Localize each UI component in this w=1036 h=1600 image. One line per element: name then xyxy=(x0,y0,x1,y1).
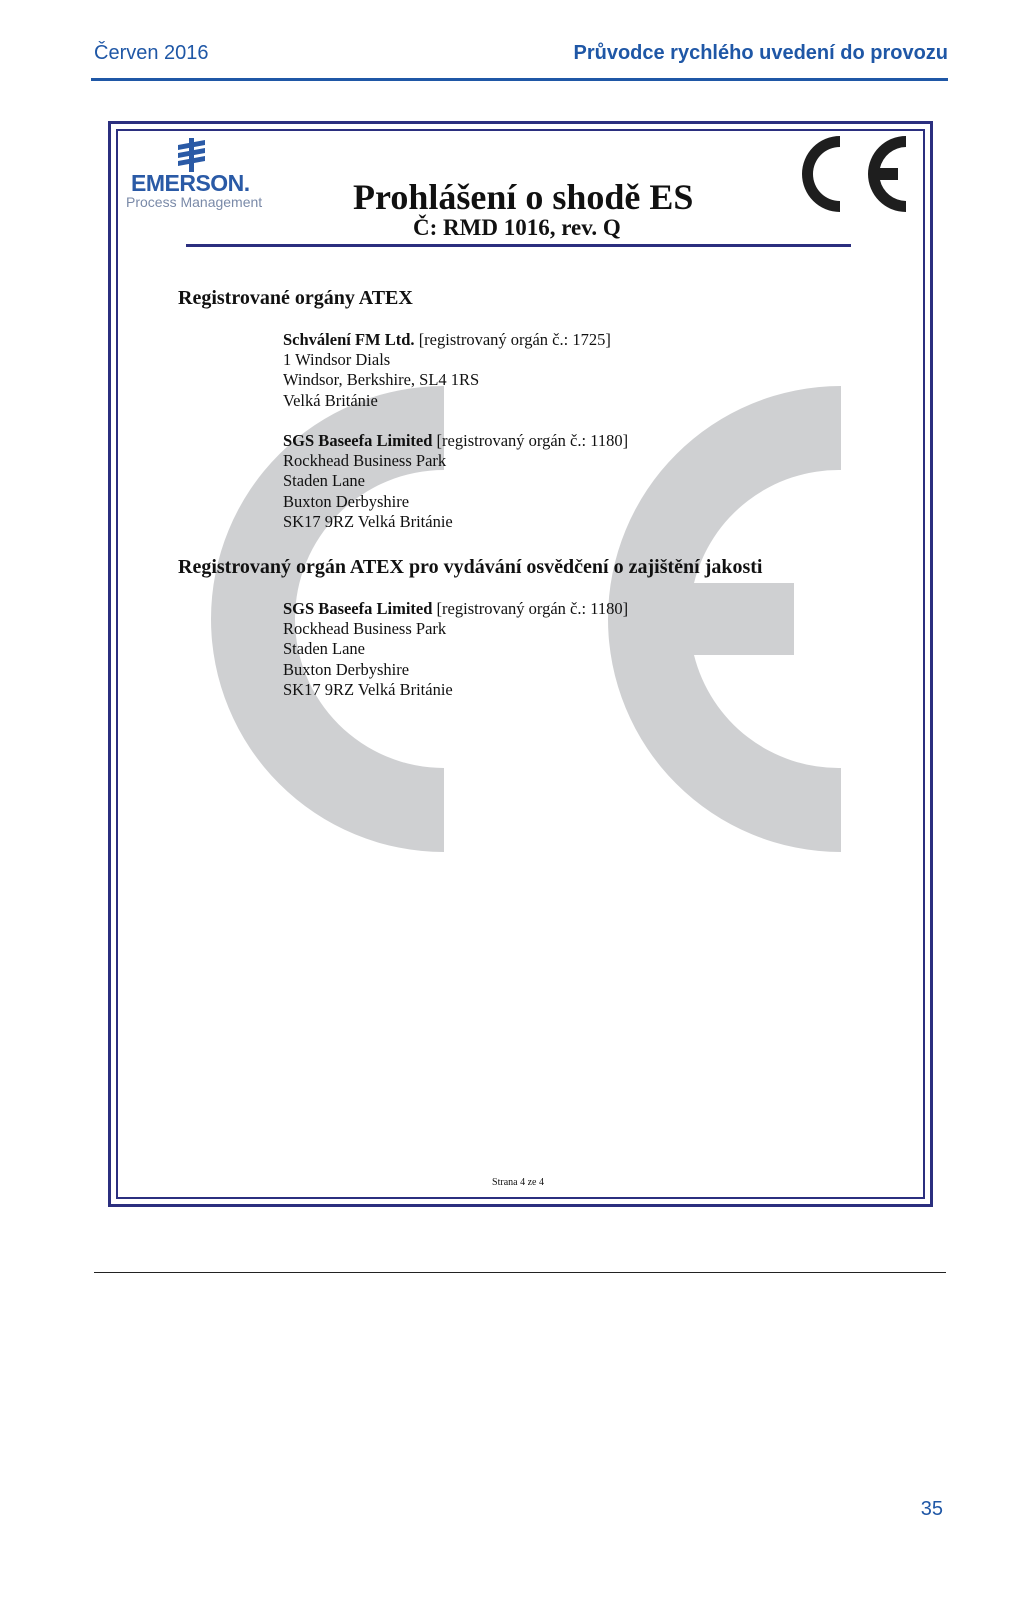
address-line: Staden Lane xyxy=(283,639,366,659)
notified-body-address xyxy=(283,431,628,532)
address-line: SK17 9RZ Velká Británie xyxy=(283,679,453,699)
notified-body-name: SGS Baseefa Limited xyxy=(283,599,433,618)
address-line: Velká Británie xyxy=(283,390,378,410)
notified-body-name: SGS Baseefa Limited xyxy=(283,431,433,450)
ce-mark-icon xyxy=(798,134,908,214)
address-line: Buxton Derbyshire xyxy=(283,659,410,679)
emerson-division-text: Process Management xyxy=(126,194,263,210)
section-heading: Registrovaný orgán ATEX pro vydávání osvědčení o zajištění jakosti xyxy=(178,556,763,578)
notified-body-address xyxy=(283,599,628,700)
address-line: 1 Windsor Dials xyxy=(283,350,391,370)
address-line: Windsor, Berkshire, SL4 1RS xyxy=(283,370,480,390)
header-guide-title: Průvodce rychlého uvedení do provozu xyxy=(573,42,948,64)
emerson-logo-icon xyxy=(126,136,266,214)
title-divider xyxy=(186,244,851,247)
certificate-page-label: Strana 4 ze 4 xyxy=(492,1177,544,1188)
certificate-number: Č: RMD 1016, rev. Q xyxy=(413,215,621,240)
page-number: 35 xyxy=(920,1498,943,1520)
notified-body-registration: [registrovaný orgán č.: 1180] xyxy=(432,599,629,618)
certificate-title: Prohlášení o shodě ES xyxy=(353,177,694,217)
notified-body-registration: [registrovaný orgán č.: 1725] xyxy=(414,330,611,349)
emerson-brand-text: EMERSON. xyxy=(131,170,250,196)
address-line: Rockhead Business Park xyxy=(283,451,447,471)
header-date: Červen 2016 xyxy=(94,42,209,64)
address-line: SK17 9RZ Velká Británie xyxy=(283,511,453,531)
footer-divider xyxy=(94,1272,946,1273)
section-heading: Registrované orgány ATEX xyxy=(178,287,413,309)
notified-body-name: Schválení FM Ltd. xyxy=(283,330,415,349)
address-line: Staden Lane xyxy=(283,471,366,491)
header-divider xyxy=(91,78,948,81)
notified-body-registration: [registrovaný orgán č.: 1180] xyxy=(432,431,629,450)
address-line: Buxton Derbyshire xyxy=(283,491,410,511)
notified-body-address xyxy=(283,330,611,411)
address-line: Rockhead Business Park xyxy=(283,619,447,639)
